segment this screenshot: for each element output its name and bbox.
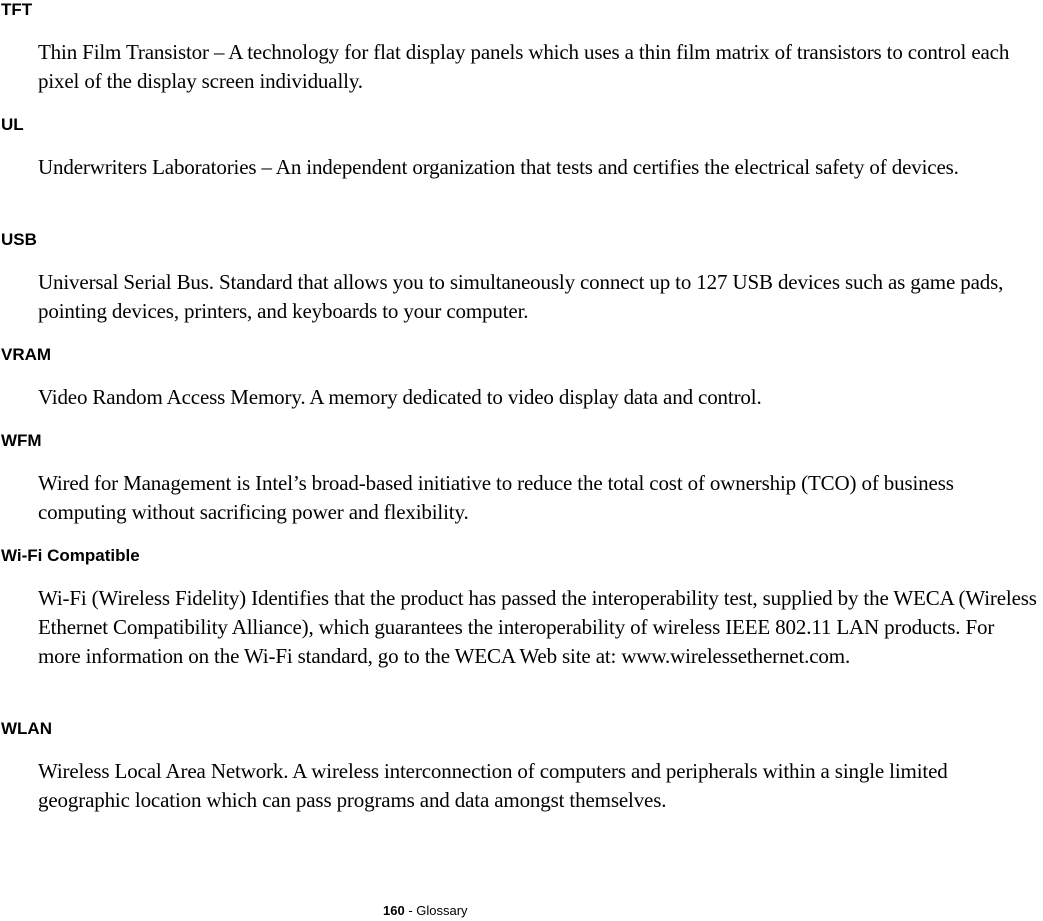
glossary-entry-vram bbox=[0, 345, 1043, 412]
glossary-entry-tft bbox=[0, 0, 1043, 96]
page-footer bbox=[383, 903, 468, 919]
glossary-entry-wlan bbox=[0, 719, 1043, 815]
glossary-entry-wfm bbox=[0, 431, 1043, 527]
glossary-term: WLAN bbox=[1, 719, 52, 738]
glossary-definition: Wi-Fi (Wireless Fidelity) Identifies that the product has passed the interoperability test, supplied by the WECA (Wireless Ethernet Compatibility Alliance), which guarantees the interoperability of wireless IEEE 802.11 LAN products. For more information on the Wi-Fi standard, go to the WECA Web site at: www.wirelessethernet.com. bbox=[38, 586, 1037, 668]
glossary-definition: Wired for Management is Intel’s broad-based initiative to reduce the total cost of ownership (TCO) of business computing without sacrificing power and flexibility. bbox=[38, 471, 954, 524]
glossary-term: WFM bbox=[1, 431, 42, 450]
glossary-term: Wi-Fi Compatible bbox=[1, 546, 140, 565]
footer-separator: - bbox=[404, 903, 417, 918]
glossary-term: TFT bbox=[1, 0, 33, 19]
glossary-term: UL bbox=[1, 115, 24, 134]
glossary-entry-ul bbox=[0, 115, 1043, 182]
glossary-term: VRAM bbox=[1, 345, 52, 364]
footer-section-name: Glossary bbox=[416, 903, 468, 918]
glossary-definition: Video Random Access Memory. A memory dedicated to video display data and control. bbox=[38, 385, 762, 409]
glossary-entry-wi-fi-compatible bbox=[0, 546, 1043, 671]
glossary-entry-usb bbox=[0, 230, 1043, 326]
page-number: 160 bbox=[383, 903, 405, 918]
glossary-definition: Universal Serial Bus. Standard that allows you to simultaneously connect up to 127 USB devices such as game pads, pointing devices, printers, and keyboards to your computer. bbox=[38, 270, 1004, 323]
glossary-definition: Wireless Local Area Network. A wireless interconnection of computers and peripherals within a single limited geographic location which can pass programs and data amongst themselves. bbox=[38, 759, 948, 812]
glossary-definition: Underwriters Laboratories – An independent organization that tests and certifies the electrical safety of devices. bbox=[38, 155, 959, 179]
glossary-definition: Thin Film Transistor – A technology for flat display panels which uses a thin film matrix of transistors to control each pixel of the display screen individually. bbox=[38, 40, 1010, 93]
glossary-term: USB bbox=[1, 230, 37, 249]
